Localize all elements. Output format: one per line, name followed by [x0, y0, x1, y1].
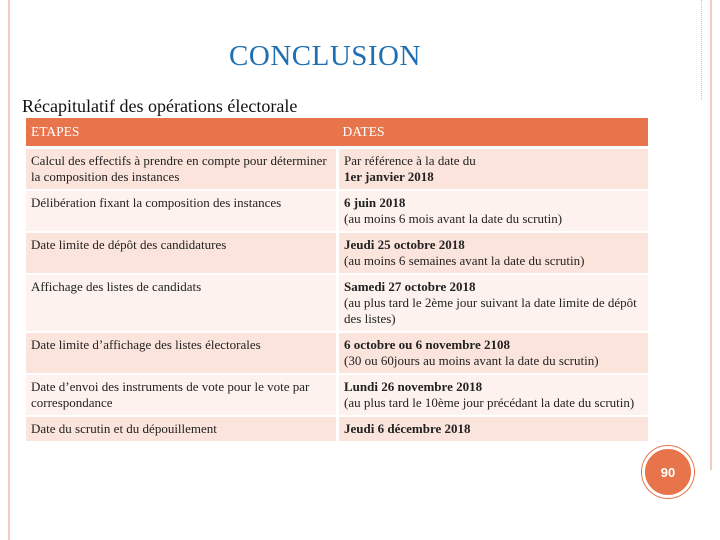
date-note: (au moins 6 mois avant la date du scrutin) — [344, 211, 563, 226]
cell-etape: Date d’envoi des instruments de vote pour le vote par correspondance — [26, 374, 338, 416]
header-etapes: ETAPES — [26, 118, 338, 148]
decorative-dotted-line — [691, 0, 702, 100]
cell-date — [338, 232, 649, 274]
date-note: (au plus tard le 10ème jour précédant la date du scrutin) — [344, 395, 635, 410]
recap-table — [26, 118, 648, 441]
frame-left-line — [8, 0, 10, 540]
cell-date — [338, 374, 649, 416]
header-dates: DATES — [338, 118, 649, 148]
date-note: (au moins 6 semaines avant la date du scrutin) — [344, 253, 585, 268]
table-row — [26, 232, 648, 274]
date-main: 6 octobre ou 6 novembre 2108 — [344, 337, 510, 352]
table-row — [26, 274, 648, 332]
table-row — [26, 332, 648, 374]
date-main: Jeudi 6 décembre 2018 — [344, 421, 471, 436]
cell-etape: Date limite de dépôt des candidatures — [26, 232, 338, 274]
cell-date — [338, 190, 649, 232]
table-row — [26, 416, 648, 441]
slide-title: CONCLUSION — [229, 40, 421, 72]
frame-right-line — [710, 0, 712, 470]
cell-etape: Délibération fixant la composition des instances — [26, 190, 338, 232]
cell-date — [338, 416, 649, 441]
date-prefix: Par référence à la date du — [344, 153, 476, 168]
date-main: Samedi 27 octobre 2018 — [344, 279, 476, 294]
date-main: 6 juin 2018 — [344, 195, 406, 210]
cell-etape: Date limite d’affichage des listes électorales — [26, 332, 338, 374]
cell-date — [338, 274, 649, 332]
slide-subtitle: Récapitulatif des opérations électorale — [22, 96, 298, 116]
date-note: (au plus tard le 2ème jour suivant la date limite de dépôt des listes) — [344, 295, 637, 326]
table-header-row — [26, 118, 648, 148]
table-row — [26, 190, 648, 232]
date-main: Jeudi 25 octobre 2018 — [344, 237, 465, 252]
date-main: 1er janvier 2018 — [344, 169, 434, 184]
cell-date — [338, 332, 649, 374]
cell-date — [338, 148, 649, 191]
cell-etape: Date du scrutin et du dépouillement — [26, 416, 338, 441]
cell-etape: Affichage des listes de candidats — [26, 274, 338, 332]
cell-etape: Calcul des effectifs à prendre en compte pour déterminer la composition des instances — [26, 148, 338, 191]
table-row — [26, 148, 648, 191]
date-note: (30 ou 60jours au moins avant la date du scrutin) — [344, 353, 599, 368]
date-main: Lundi 26 novembre 2018 — [344, 379, 483, 394]
table-row — [26, 374, 648, 416]
page-number-badge: 90 — [642, 446, 694, 498]
